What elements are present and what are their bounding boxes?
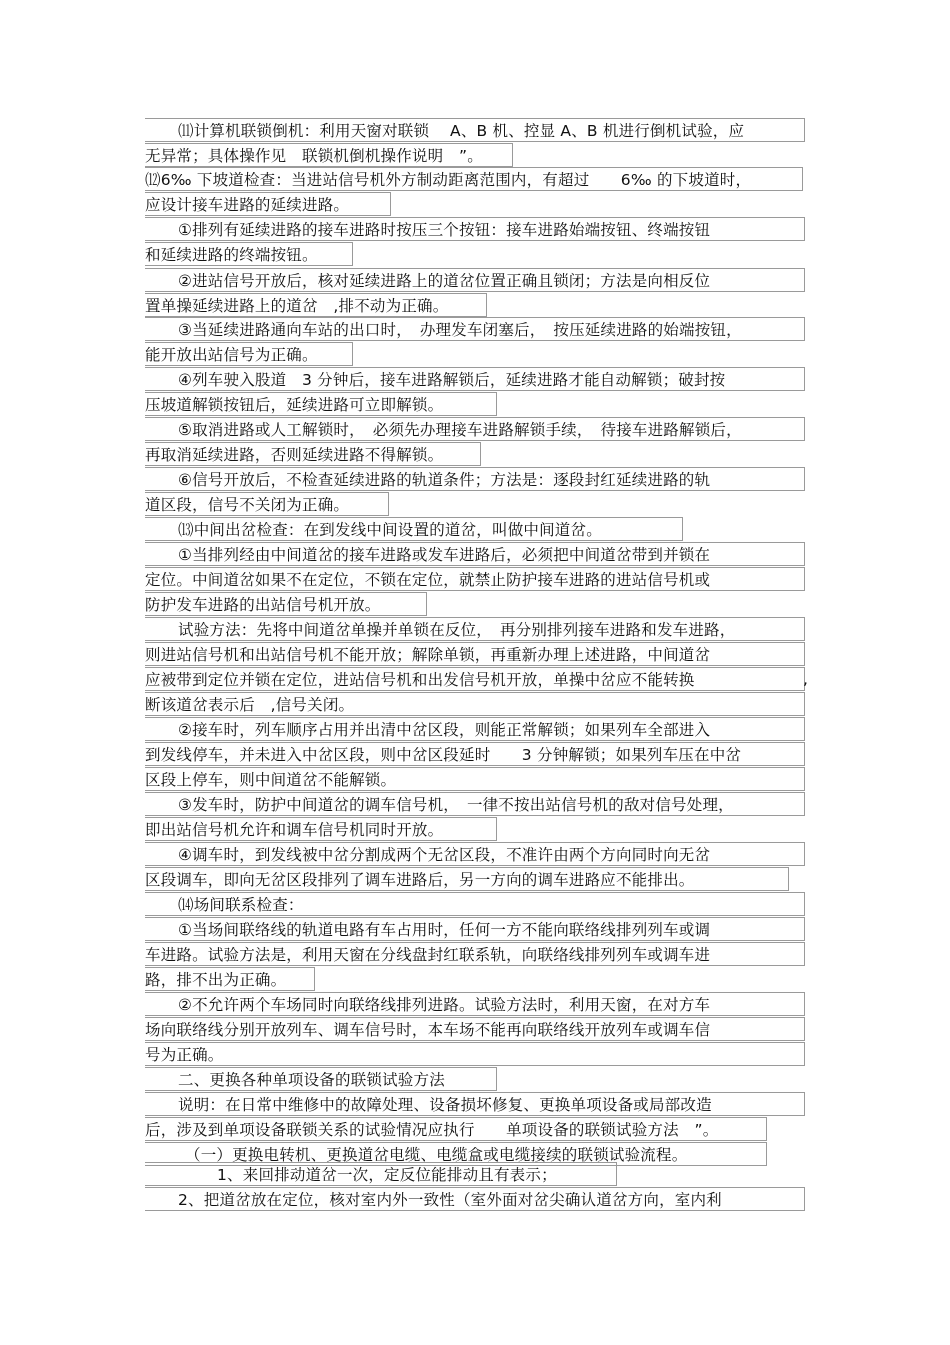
text-line: 即出站信号机允许和调车信号机同时开放。 <box>145 817 497 841</box>
text-line: 和延续进路的终端按钮。 <box>145 242 353 266</box>
text-line: 无异常；具体操作见 联锁机倒机操作说明 ”。 <box>145 143 513 167</box>
text-line: 应设计接车进路的延续进路。 <box>145 192 391 216</box>
text-line: 再取消延续进路，否则延续进路不得解锁。 <box>145 442 481 466</box>
text-line: 到发线停车，并未进入中岔区段，则中岔区段延时 3 分钟解锁；如果列车压在中岔 <box>145 742 805 766</box>
text-line: 说明：在日常中维修中的故障处理、设备损坏修复、更换单项设备或局部改造 <box>145 1092 805 1116</box>
text-line: ①当场间联络线的轨道电路有车占用时，任何一方不能向联络线排列列车或调 <box>145 917 805 941</box>
text-line: 置单操延续进路上的道岔 ,排不动为正确。 <box>145 293 487 317</box>
text-line: 区段上停车，则中间道岔不能解锁。 <box>145 767 805 791</box>
text-line: 后，涉及到单项设备联锁关系的试验情况应执行 单项设备的联锁试验方法 ”。 <box>145 1117 767 1141</box>
text-line: 道区段，信号不关闭为正确。 <box>145 492 389 516</box>
text-line: ①当排列经由中间道岔的接车进路或发车进路后，必须把中间道岔带到并锁在 <box>145 542 805 566</box>
text-line: 应被带到定位并锁在定位，进站信号机和出发信号机开放，单操中岔应不能转换 <box>145 667 805 691</box>
text-line: 2、把道岔放在定位，核对室内外一致性（室外面对岔尖确认道岔方向，室内利 <box>145 1187 805 1211</box>
text-line: 试验方法：先将中间道岔单操并单锁在反位， 再分别排列接车进路和发车进路， <box>145 617 805 641</box>
subsection-heading: （一）更换电转机、更换道岔电缆、电缆盒或电缆接续的联锁试验流程。 <box>145 1142 767 1166</box>
text-line: 场向联络线分别开放列车、调车信号时，本车场不能再向联络线开放列车或调车信 <box>145 1017 805 1041</box>
text-line: ⑥信号开放后，不检查延续进路的轨道条件；方法是：逐段封红延续进路的轨 <box>145 467 805 491</box>
text-line: 1、来回排动道岔一次，定反位能排动且有表示； <box>145 1162 617 1186</box>
text-line: 定位。中间道岔如果不在定位，不锁在定位，就禁止防护接车进路的进站信号机或 <box>145 567 805 591</box>
text-line: ⑤取消进路或人工解锁时， 必须先办理接车进路解锁手续， 待接车进路解锁后， <box>145 417 805 441</box>
text-line: ⒀中间出岔检查：在到发线中间设置的道岔，叫做中间道岔。 <box>145 517 683 541</box>
text-line: 区段调车，即向无岔区段排列了调车进路后，另一方向的调车进路应不能排出。 <box>145 867 789 891</box>
text-line: 防护发车进路的出站信号机开放。 <box>145 592 427 616</box>
text-line: ⑾计算机联锁倒机：利用天窗对联锁 A、B 机、控显 A、B 机进行倒机试验，应 <box>145 118 805 142</box>
stray-comma: , <box>803 670 809 688</box>
text-line: 断该道岔表示后 ,信号关闭。 <box>145 692 805 716</box>
text-line: 路，排不出为正确。 <box>145 967 315 991</box>
text-line: 车进路。试验方法是，利用天窗在分线盘封红联系轨，向联络线排列列车或调车进 <box>145 942 805 966</box>
text-line: ④列车驶入股道 3 分钟后，接车进路解锁后，延续进路才能自动解锁；破封按 <box>145 367 805 391</box>
text-line: ②接车时，列车顺序占用并出清中岔区段，则能正常解锁；如果列车全部进入 <box>145 717 805 741</box>
text-line: 能开放出站信号为正确。 <box>145 342 353 366</box>
section-heading: 二、更换各种单项设备的联锁试验方法 <box>145 1067 497 1091</box>
text-line: 压坡道解锁按钮后，延续进路可立即解锁。 <box>145 392 497 416</box>
text-line: ③当延续进路通向车站的出口时， 办理发车闭塞后， 按压延续进路的始端按钮， <box>145 317 805 341</box>
text-line: ⒁场间联系检查： <box>145 892 805 916</box>
text-line: ①排列有延续进路的接车进路时按压三个按钮：接车进路始端按钮、终端按钮 <box>145 217 805 241</box>
text-line: ②不允许两个车场同时向联络线排列进路。试验方法时，利用天窗，在对方车 <box>145 992 805 1016</box>
text-line: 号为正确。 <box>145 1042 805 1066</box>
text-line: ④调车时，到发线被中岔分割成两个无岔区段，不准许由两个方向同时向无岔 <box>145 842 805 866</box>
text-line: ②进站信号开放后，核对延续进路上的道岔位置正确且锁闭；方法是向相反位 <box>145 268 805 292</box>
text-line: 则进站信号机和出站信号机不能开放；解除单锁，再重新办理上述进路，中间道岔 <box>145 642 805 666</box>
text-line: ⑿6‰ 下坡道检查：当进站信号机外方制动距离范围内，有超过 6‰ 的下坡道时， <box>145 167 803 191</box>
text-line: ③发车时，防护中间道岔的调车信号机， 一律不按出站信号机的敌对信号处理， <box>145 792 805 816</box>
